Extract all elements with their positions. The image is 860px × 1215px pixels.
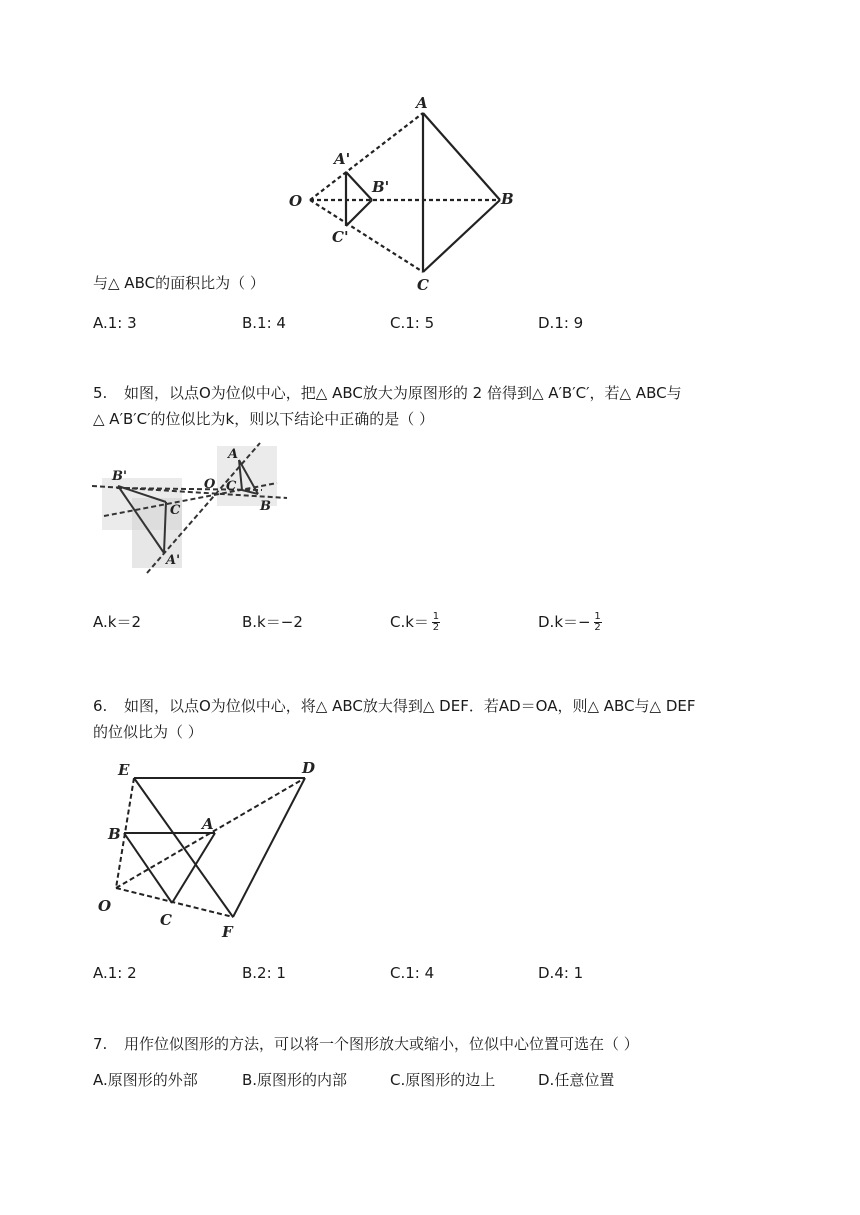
q4-stem-tail: 与△ ABC的面积比为（ ）: [93, 274, 265, 292]
q4-option-d[interactable]: D.1: 9: [538, 314, 584, 332]
q5-option-d[interactable]: [538, 612, 602, 633]
q7-option-b[interactable]: B.原图形的内部: [242, 1071, 348, 1089]
q6-stem-line1: 如图，以点O为位似中心，将△ ABC放大得到△ DEF．若AD＝OA，则△ ABC与△ DEF: [124, 697, 696, 715]
fraction-numerator: 1: [594, 611, 601, 622]
q5-label-c-small: C: [226, 479, 237, 494]
q4-label-c-prime: C': [332, 228, 349, 246]
q5-label-a: A: [228, 447, 239, 462]
q5-option-d-text: D.k＝−: [538, 613, 591, 631]
q6-option-a[interactable]: A.1: 2: [93, 964, 137, 982]
q4-label-a: A: [416, 94, 428, 112]
q4-label-b-prime: B': [372, 178, 390, 196]
q4-option-a[interactable]: A.1: 3: [93, 314, 137, 332]
q7-option-d[interactable]: D.任意位置: [538, 1071, 615, 1089]
q5-label-c-big: C: [170, 503, 181, 518]
q5-number: 5.: [93, 384, 108, 402]
q6-option-b[interactable]: B.2: 1: [242, 964, 286, 982]
q5-option-c-text: C.k＝: [390, 613, 429, 631]
fraction-numerator: 1: [432, 611, 440, 622]
q6-label-b: B: [108, 825, 121, 843]
q4-label-b: B: [501, 190, 514, 208]
q6-label-f: F: [222, 923, 233, 940]
q6-label-a: A: [202, 815, 214, 833]
q7-option-a[interactable]: A.原图形的外部: [93, 1071, 198, 1089]
q6-stem-line2: 的位似比为（ ）: [93, 723, 203, 741]
q6-label-c: C: [160, 911, 172, 929]
q5-stem-line2: △ A′B′C′的位似比为k，则以下结论中正确的是（ ）: [93, 410, 435, 428]
q5-option-d-fraction: [594, 612, 602, 633]
q7-number: 7.: [93, 1035, 108, 1053]
q6-label-o: O: [98, 897, 112, 915]
q7-option-c[interactable]: C.原图形的边上: [390, 1071, 496, 1089]
q6-figure: [90, 755, 330, 940]
q6-label-e: E: [118, 761, 130, 779]
q4-label-o: O: [289, 192, 303, 210]
q6-label-d: D: [302, 759, 316, 777]
q4-label-a-prime: A': [334, 150, 351, 168]
q5-figure: [92, 438, 292, 578]
fraction-denominator: 2: [432, 622, 440, 633]
q5-stem-line1: 如图，以点O为位似中心，把△ ABC放大为原图形的 2 倍得到△ A′B′C′，若△ ABC与: [124, 384, 682, 402]
fraction-denominator: 2: [594, 622, 601, 633]
q5-label-b-prime: B': [112, 469, 127, 484]
q6-option-c[interactable]: C.1: 4: [390, 964, 435, 982]
q5-label-o: O: [204, 477, 216, 492]
q5-option-a[interactable]: A.k＝2: [93, 613, 141, 631]
q6-number: 6.: [93, 697, 108, 715]
q5-option-b[interactable]: B.k＝−2: [242, 613, 303, 631]
q4-option-c[interactable]: C.1: 5: [390, 314, 435, 332]
q5-label-a-prime: A': [166, 553, 181, 568]
q7-stem: 用作位似图形的方法，可以将一个图形放大或缩小，位似中心位置可选在（ ）: [124, 1035, 639, 1053]
q4-label-c: C: [417, 276, 429, 294]
q5-option-c-fraction: [432, 612, 440, 633]
q5-option-c[interactable]: [390, 612, 440, 633]
q6-option-d[interactable]: D.4: 1: [538, 964, 584, 982]
q4-figure: [280, 90, 520, 295]
q4-option-b[interactable]: B.1: 4: [242, 314, 286, 332]
q5-label-b: B: [260, 499, 271, 514]
